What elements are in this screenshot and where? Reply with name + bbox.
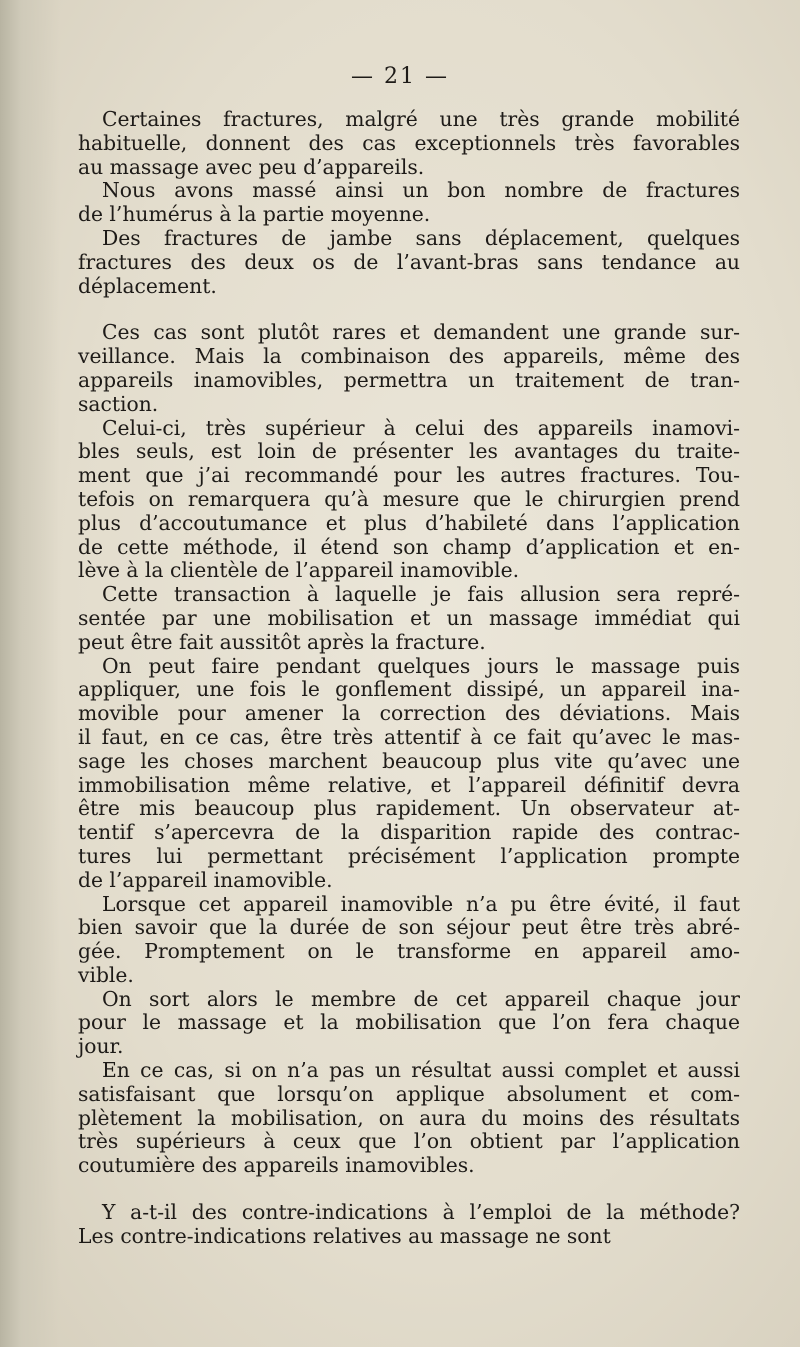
paragraph bbox=[78, 1201, 740, 1249]
paragraph bbox=[78, 417, 740, 584]
text-line: habituelle, donnent des cas exceptionnels très favorables bbox=[78, 130, 740, 155]
text-line: vible. bbox=[78, 962, 134, 987]
text-line: gée. Promptement on le transforme en appareil amo- bbox=[78, 939, 740, 964]
text-line: coutumière des appareils inamovibles. bbox=[78, 1153, 475, 1178]
text-line: très supérieurs à ceux que l’on obtient par l’application bbox=[78, 1129, 740, 1154]
paragraph bbox=[78, 108, 740, 179]
text-line: jour. bbox=[78, 1034, 124, 1059]
text-line: On peut faire pendant quelques jours le massage puis bbox=[102, 653, 740, 678]
text-line: On sort alors le membre de cet appareil chaque jour bbox=[102, 986, 740, 1011]
text-line: sage les choses marchent beaucoup plus vite qu’avec une bbox=[78, 748, 740, 773]
text-line: tentif s’apercevra de la disparition rapide des contrac- bbox=[78, 820, 740, 845]
text-line: Les contre-indications relatives au massage ne sont bbox=[78, 1223, 611, 1248]
page-number: — 21 — bbox=[351, 64, 449, 89]
paragraph bbox=[78, 179, 740, 227]
text-line: plus d’accoutumance et plus d’habileté dans l’application bbox=[78, 510, 740, 535]
text-line: appliquer, une fois le gonflement dissipé, un appareil ina- bbox=[78, 677, 740, 702]
text-line: Nous avons massé ainsi un bon nombre de fractures bbox=[102, 178, 740, 203]
text-line: Certaines fractures, malgré une très grande mobilité bbox=[102, 107, 740, 131]
text-line: Lorsque cet appareil inamovible n’a pu être évité, il faut bbox=[102, 891, 740, 916]
text-line: bien savoir que la durée de son séjour peut être très abré- bbox=[78, 915, 740, 940]
text-line: Celui-ci, très supérieur à celui des appareils inamovi- bbox=[102, 415, 740, 440]
text-line: de l’appareil inamovible. bbox=[78, 867, 333, 892]
text-line: satisfaisant que lorsqu’on applique absolument et com- bbox=[78, 1081, 740, 1106]
text-line: pour le massage et la mobilisation que l’on fera chaque bbox=[78, 1010, 740, 1035]
text-line: lève à la clientèle de l’appareil inamovible. bbox=[78, 558, 520, 583]
paragraph bbox=[78, 321, 740, 416]
text-line: au massage avec peu d’appareils. bbox=[78, 154, 425, 179]
paragraph bbox=[78, 227, 740, 298]
paragraph bbox=[78, 988, 740, 1059]
text-line: En ce cas, si on n’a pas un résultat aussi complet et aussi bbox=[102, 1058, 740, 1083]
body-text bbox=[78, 108, 740, 1249]
text-line: plètement la mobilisation, on aura du moins des résultats bbox=[78, 1105, 740, 1130]
text-line: ment que j’ai recommandé pour les autres fractures. Tou- bbox=[78, 463, 740, 488]
text-line: Y a-t-il des contre-indications à l’emploi de la méthode? bbox=[102, 1200, 740, 1225]
page-edge-shadow bbox=[0, 0, 60, 1347]
text-line: appareils inamovibles, permettra un traitement de tran- bbox=[78, 367, 740, 392]
text-line: Des fractures de jambe sans déplacement, quelques bbox=[102, 225, 740, 250]
text-line: tures lui permettant précisément l’application prompte bbox=[78, 843, 740, 868]
text-line: être mis beaucoup plus rapidement. Un observateur at- bbox=[78, 796, 740, 821]
text-line: peut être fait aussitôt après la fracture. bbox=[78, 629, 486, 654]
text-line: il faut, en ce cas, être très attentif à ce fait qu’avec le mas- bbox=[78, 724, 740, 749]
text-line: Cette transaction à laquelle je fais allusion sera repré- bbox=[102, 582, 740, 607]
text-line: bles seuls, est loin de présenter les avantages du traite- bbox=[78, 439, 740, 464]
text-line: Ces cas sont plutôt rares et demandent une grande sur- bbox=[102, 320, 740, 345]
text-line: tefois on remarquera qu’à mesure que le chirurgien prend bbox=[78, 486, 740, 511]
text-line: movible pour amener la correction des déviations. Mais bbox=[78, 701, 740, 726]
paragraph bbox=[78, 583, 740, 654]
text-line: déplacement. bbox=[78, 273, 217, 298]
paragraph bbox=[78, 1059, 740, 1178]
text-line: saction. bbox=[78, 391, 159, 416]
text-line: de cette méthode, il étend son champ d’application et en- bbox=[78, 534, 740, 559]
text-line: veillance. Mais la combinaison des appareils, même des bbox=[78, 344, 740, 369]
paragraph bbox=[78, 893, 740, 988]
text-line: fractures des deux os de l’avant-bras sans tendance au bbox=[78, 249, 740, 274]
text-line: sentée par une mobilisation et un massage immédiat qui bbox=[78, 605, 740, 630]
text-line: immobilisation même relative, et l’appareil définitif devra bbox=[78, 772, 740, 797]
paragraph bbox=[78, 655, 740, 893]
text-line: de l’humérus à la partie moyenne. bbox=[78, 202, 431, 227]
